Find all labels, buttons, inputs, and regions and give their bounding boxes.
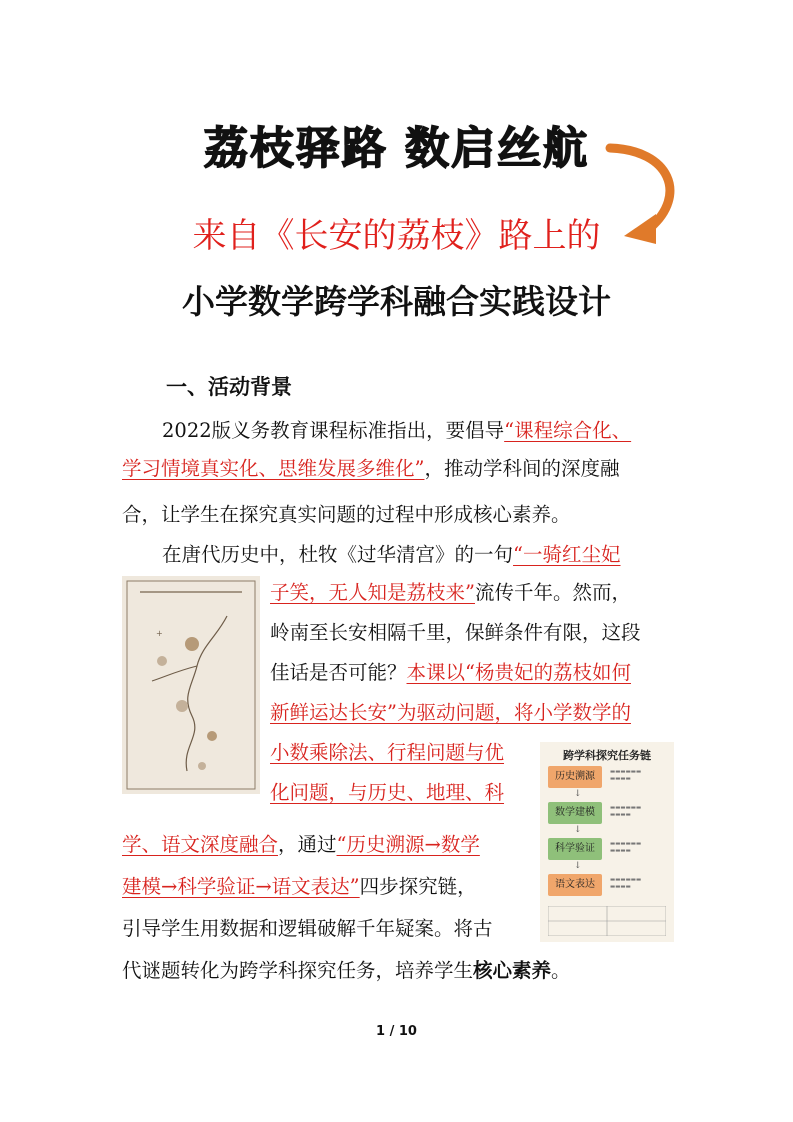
ancient-map-figure bbox=[122, 576, 260, 794]
step-note: ▬▬▬▬▬▬ ▬▬▬▬ bbox=[610, 877, 642, 890]
highlighted-text: 子笑，无人知是荔枝来” bbox=[270, 581, 475, 604]
text-line: 合，让学生在探究真实问题的过程中形成核心素养。 bbox=[122, 503, 571, 526]
document-subtitle-red: 来自《长安的荔枝》路上的 bbox=[192, 216, 601, 256]
text-span: 流传千年。然而， bbox=[474, 581, 631, 604]
text-span: 代谜题转化为跨学科探究任务，培养学生 bbox=[122, 959, 474, 982]
text-span: 四步探究链， bbox=[359, 875, 477, 898]
map-illustration bbox=[122, 576, 260, 794]
step-math: 数学建模 bbox=[548, 802, 602, 824]
step-chinese: 语文表达 bbox=[548, 874, 602, 896]
highlighted-text-line: 小数乘除法、行程问题与优 bbox=[270, 741, 505, 764]
highlighted-text: 本课以“杨贵妃的荔枝如何 bbox=[406, 661, 631, 684]
section-heading: 一、活动背景 bbox=[166, 375, 292, 399]
text-span: ，通过 bbox=[278, 833, 337, 856]
down-arrow-icon: ↓ bbox=[574, 789, 582, 799]
mini-table-graphic bbox=[548, 906, 666, 936]
bold-text: 核心素养 bbox=[473, 959, 552, 982]
text-line: 引导学生用数据和逻辑破解千年疑案。将古 bbox=[122, 917, 493, 940]
highlighted-text: “一骑红尘妃 bbox=[513, 543, 621, 566]
text-line bbox=[122, 874, 477, 900]
step-note: ▬▬▬▬▬▬ ▬▬▬▬ bbox=[610, 769, 642, 782]
task-chain-title: 跨学科探究任务链 bbox=[563, 749, 651, 762]
text-line bbox=[122, 958, 571, 984]
text-span: 在唐代历史中，杜牧《过华清宫》的一句 bbox=[162, 543, 514, 566]
highlighted-text: 学习情境真实化、思维发展多维化” bbox=[122, 457, 425, 480]
step-note: ▬▬▬▬▬▬ ▬▬▬▬ bbox=[610, 841, 642, 854]
down-arrow-icon: ↓ bbox=[574, 825, 582, 835]
text-span: ，推动学科间的深度融 bbox=[424, 457, 620, 480]
page-number: 1 / 10 bbox=[376, 1024, 417, 1039]
svg-text:+: + bbox=[156, 629, 163, 638]
highlighted-text-line: 新鲜运达长安”为驱动问题，将小学数学的 bbox=[270, 701, 631, 724]
text-line bbox=[162, 542, 621, 568]
step-science: 科学验证 bbox=[548, 838, 602, 860]
text-line: 岭南至长安相隔千里，保鲜条件有限，这段 bbox=[270, 621, 641, 644]
step-history: 历史溯源 bbox=[548, 766, 602, 788]
document-title: 荔枝驿路 数启丝航 bbox=[203, 123, 590, 174]
step-note: ▬▬▬▬▬▬ ▬▬▬▬ bbox=[610, 805, 642, 818]
text-span: 2022版义务教育课程标准指出，要倡导 bbox=[162, 419, 505, 442]
down-arrow-icon: ↓ bbox=[574, 861, 582, 871]
highlighted-text: “课程综合化、 bbox=[504, 419, 632, 442]
text-line bbox=[270, 660, 631, 686]
highlighted-text: “历史溯源→数学 bbox=[336, 833, 480, 856]
document-subtitle: 小学数学跨学科融合实践设计 bbox=[182, 282, 611, 321]
highlighted-text: 建模→科学验证→语文表达” bbox=[122, 875, 360, 898]
text-span: 佳话是否可能？ bbox=[270, 661, 407, 684]
text-line bbox=[270, 580, 631, 606]
text-span: 。 bbox=[551, 959, 571, 982]
text-line bbox=[162, 418, 631, 444]
highlighted-text-line: 化问题，与历史、地理、科 bbox=[270, 781, 505, 804]
text-line bbox=[122, 832, 480, 858]
text-line bbox=[122, 456, 620, 482]
task-chain-figure bbox=[540, 742, 674, 942]
highlighted-text: 学、语文深度融合 bbox=[122, 833, 279, 856]
